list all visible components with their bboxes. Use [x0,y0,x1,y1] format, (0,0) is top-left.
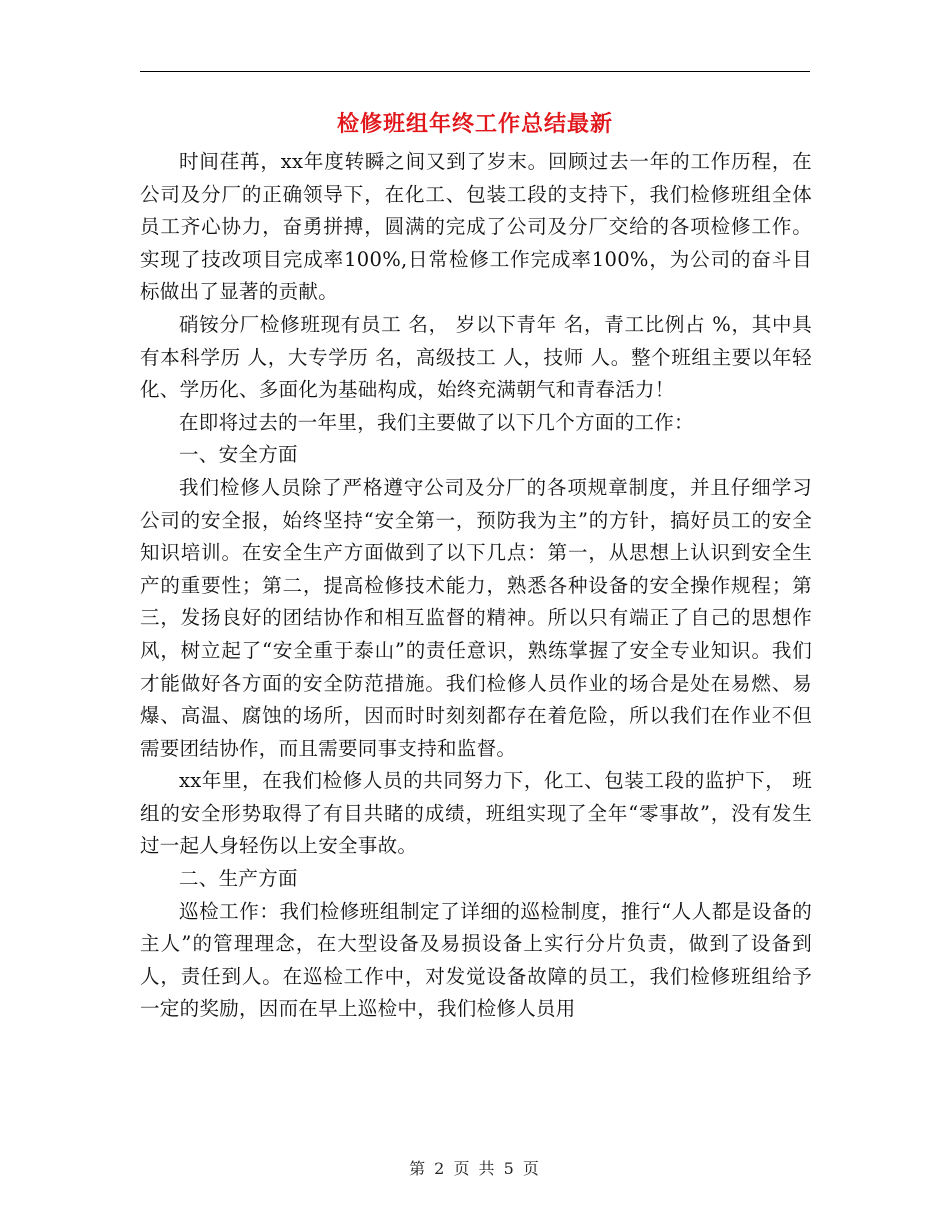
paragraph: 在即将过去的一年里，我们主要做了以下几个方面的工作： [179,410,694,434]
page-number-footer: 第 2 页 共 5 页 [409,1159,541,1178]
paragraph: 时间荏苒，xx年度转瞬之间又到了岁末。回顾过去一年的工作历程，在公司及分厂的正确领导下，在化工、包装工段的支持下，我们检修班组全体员工齐心协力，奋勇拼搏，圆满的完成了公司及分厂交给的各项检修工作。实现了技改项目完成率100%,日常检修工作完成率100%，为公司的奋斗目标做出了显著的贡献。 [140,150,812,304]
header-rule [140,71,810,72]
section-heading: 一、安全方面 [179,443,298,467]
paragraph: xx年里，在我们检修人员的共同努力下，化工、包装工段的监护下， 班组的安全形势取得了有目共睹的成绩，班组实现了全年“零事故”，没有发生过一起人身轻伤以上安全事故。 [140,769,812,858]
document-title: 检修班组年终工作总结最新 [336,112,613,137]
paragraph: 我们检修人员除了严格遵守公司及分厂的各项规章制度，并且仔细学习公司的安全报，始终坚持“安全第一，预防我为主”的方针，搞好员工的安全知识培训。在安全生产方面做到了以下几点：第一，从思想上认识到安全生产的重要性；第二，提高检修技术能力，熟悉各种设备的安全操作规程；第三，发扬良好的团结协作和相互监督的精神。所以只有端正了自己的思想作风，树立起了“安全重于泰山”的责任意识，熟练掌握了安全专业知识。我们才能做好各方面的安全防范措施。我们检修人员作业的场合是处在易燃、易爆、高温、腐蚀的场所，因而时时刻刻都存在着危险，所以我们在作业不但需要团结协作，而且需要同事支持和监督。 [140,475,812,760]
paragraph: 巡检工作：我们检修班组制定了详细的巡检制度，推行“人人都是设备的主人”的管理理念，在大型设备及易损设备上实行分片负责，做到了设备到人，责任到人。在巡检工作中，对发觉设备故障的员工，我们检修班组给予一定的奖励，因而在早上巡检中，我们检修人员用 [140,899,812,1021]
section-heading: 二、生产方面 [179,867,298,891]
paragraph: 硝铵分厂检修班现有员工 名， 岁以下青年 名，青工比例占 %，其中具有本科学历 人，大专学历 名，高级技工 人，技师 人。整个班组主要以年轻化、学历化、多面化为基础构成，始终充满朝气和青春活力！ [140,312,812,402]
document-body [140,146,812,1026]
